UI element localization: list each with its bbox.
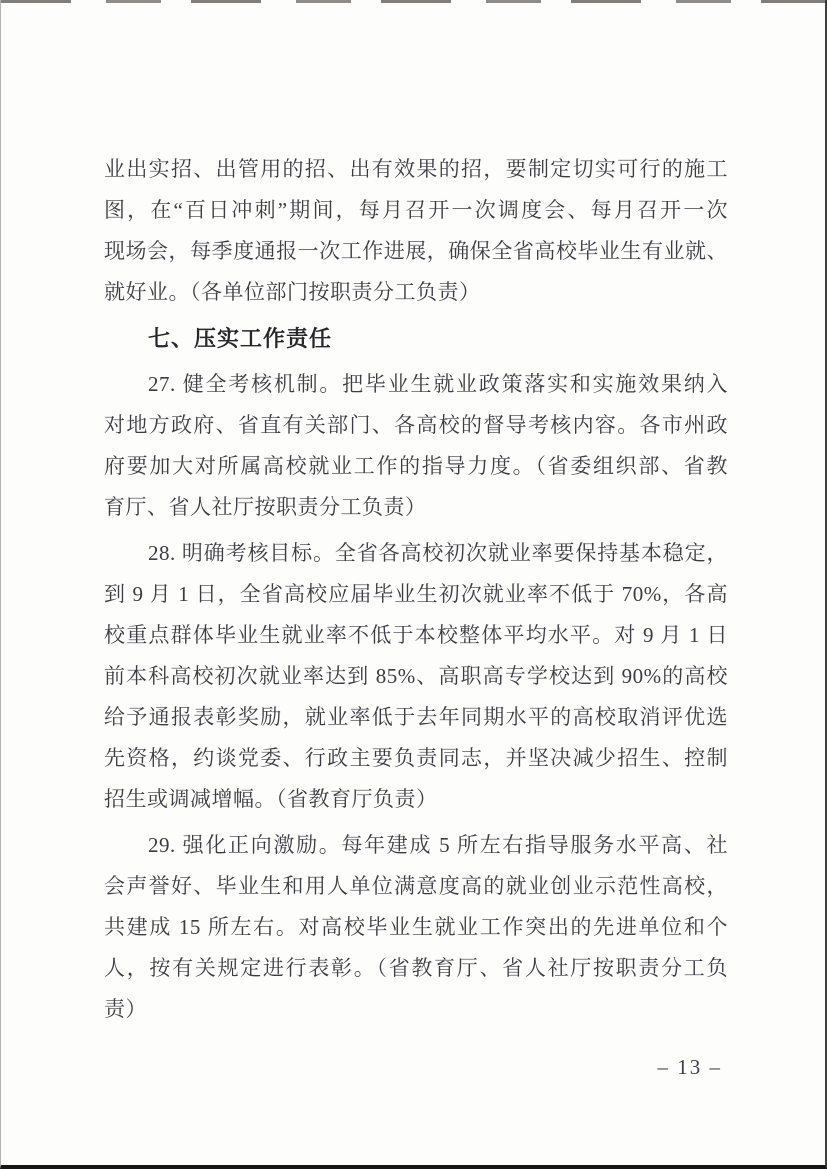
text-line: 责） (104, 997, 147, 1021)
text-line: 28. 明确考核目标。全省各高校初次就业率要保持基本稳定， (148, 541, 728, 565)
text-line: 会声誉好、毕业生和用人单位满意度高的就业创业示范性高校， (104, 874, 728, 898)
section-heading: 七、压实工作责任 (148, 326, 333, 351)
item-27 (104, 364, 728, 528)
text-line: 育厅、省人社厅按职责分工负责） (104, 495, 427, 519)
text-line: 校重点群体毕业生就业率不低于本校整体平均水平。对 9 月 1 日 (104, 623, 728, 647)
text-line: 招生或调减增幅。（省教育厅负责） (104, 787, 438, 811)
text-line: 图，在“百日冲刺”期间，每月召开一次调度会、每月召开一次 (104, 198, 728, 222)
item-28 (104, 533, 728, 820)
text-line: 27. 健全考核机制。把毕业生就业政策落实和实施效果纳入 (148, 372, 728, 396)
item-29 (104, 825, 728, 1030)
text-line: 先资格，约谈党委、行政主要负责同志，并坚决减少招生、控制 (104, 746, 728, 770)
document-body (104, 149, 728, 1030)
section-7-heading (104, 318, 728, 359)
continued-paragraph (104, 149, 728, 313)
text-line: 到 9 月 1 日，全省高校应届毕业生初次就业率不低于 70%，各高 (104, 582, 728, 606)
text-line: 业出实招、出管用的招、出有效果的招，要制定切实可行的施工 (104, 157, 728, 181)
text-line: 人，按有关规定进行表彰。（省教育厅、省人社厅按职责分工负 (104, 956, 728, 980)
text-line: 就好业。（各单位部门按职责分工负责） (104, 280, 481, 304)
text-line: 府要加大对所属高校就业工作的指导力度。（省委组织部、省教 (104, 454, 728, 478)
page-number: – 13 – (657, 1055, 722, 1079)
text-line: 对地方政府、省直有关部门、各高校的督导考核内容。各市州政 (104, 413, 728, 437)
text-line: 现场会，每季度通报一次工作进展，确保全省高校毕业生有业就、 (104, 239, 728, 263)
text-line: 29. 强化正向激励。每年建成 5 所左右指导服务水平高、社 (148, 833, 728, 857)
text-line: 共建成 15 所左右。对高校毕业生就业工作突出的先进单位和个 (104, 915, 728, 939)
text-line: 前本科高校初次就业率达到 85%、高职高专学校达到 90%的高校 (104, 664, 728, 688)
text-line: 给予通报表彰奖励，就业率低于去年同期水平的高校取消评优选 (104, 705, 728, 729)
